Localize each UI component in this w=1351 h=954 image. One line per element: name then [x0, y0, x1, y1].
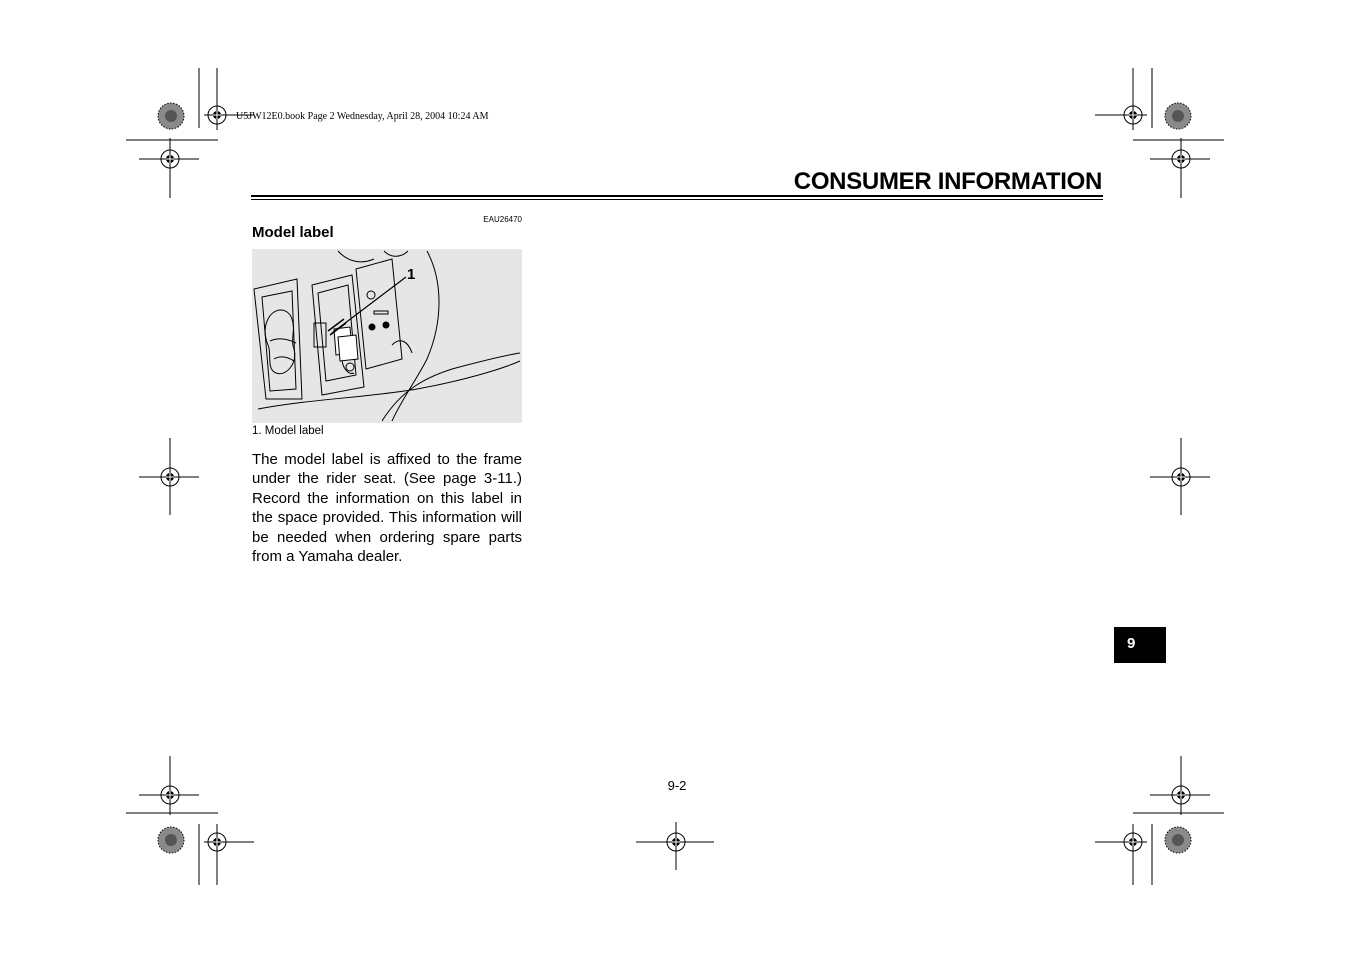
book-file-info: U5JW12E0.book Page 2 Wednesday, April 28, 2004 10:24 AM — [236, 111, 489, 122]
chapter-tab: 9 — [1114, 627, 1166, 663]
page-number: 9-2 — [667, 778, 687, 793]
section-heading: Model label — [252, 224, 334, 241]
figure-caption: 1. Model label — [252, 425, 324, 437]
model-label-illustration — [252, 249, 522, 423]
motorcycle-frame-drawing — [252, 249, 522, 423]
callout-number: 1 — [407, 266, 416, 283]
title-rule-thick — [251, 195, 1103, 197]
body-paragraph: The model label is affixed to the frame under the rider seat. (See page 3-11.) Record the information on this label in the space provided. This information will be needed when ordering spare parts from a Yamaha dealer. — [252, 451, 522, 566]
title-rule-thin — [251, 199, 1103, 200]
page-title: CONSUMER INFORMATION — [793, 168, 1102, 195]
section-code: EAU26470 — [483, 215, 522, 224]
